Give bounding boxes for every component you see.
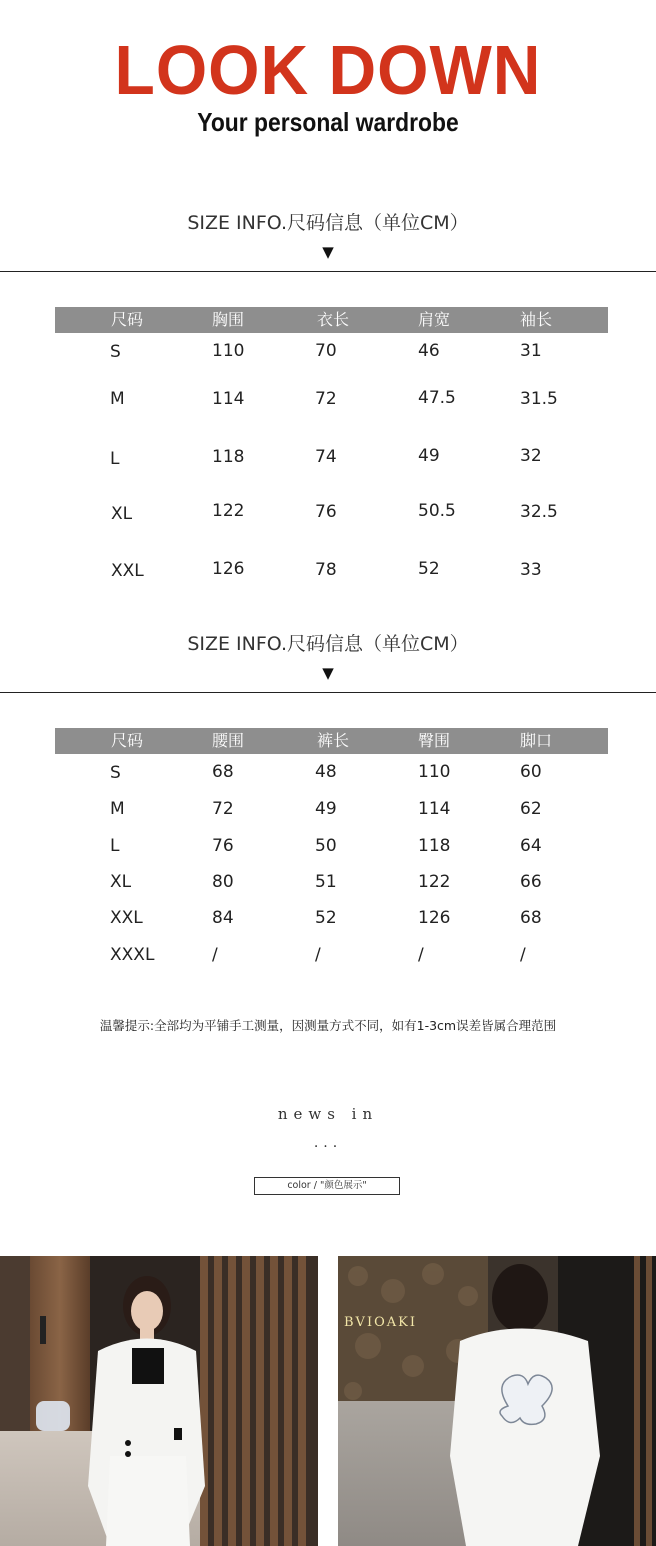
news-dots: ...: [313, 1135, 343, 1151]
table-header-cell: 衣长: [317, 310, 350, 329]
table-header-cell: 胸围: [212, 310, 245, 329]
wall-sign-text: BVIOAKI: [344, 1315, 417, 1330]
table-cell: XXL: [111, 561, 144, 581]
size-info-title-pants: SIZE INFO.尺码信息（单位CM）: [187, 633, 469, 655]
table-cell: 118: [212, 447, 245, 467]
table-cell: 51: [315, 872, 337, 892]
table-header-cell: 裤长: [317, 731, 350, 750]
pants-table-header: [55, 728, 608, 754]
table-cell: /: [315, 945, 321, 965]
table-cell: 110: [212, 341, 245, 361]
table-cell: S: [110, 342, 121, 362]
table-cell: 74: [315, 447, 337, 467]
table-cell: 114: [418, 799, 451, 819]
table-cell: 66: [520, 872, 542, 892]
table-cell: 126: [418, 908, 451, 928]
table-cell: 126: [212, 559, 245, 579]
table-header-cell: 臀围: [418, 731, 451, 750]
brand-subtitle: Your personal wardrobe: [197, 107, 459, 137]
table-cell: 80: [212, 872, 234, 892]
table-cell: 68: [520, 908, 542, 928]
table-cell: 110: [418, 762, 451, 782]
table-cell: /: [418, 945, 424, 965]
table-cell: 122: [418, 872, 451, 892]
down-arrow-icon: ▼: [322, 664, 334, 682]
table-cell: 33: [520, 560, 542, 580]
table-cell: 49: [315, 799, 337, 819]
table-cell: 32.5: [520, 502, 558, 522]
table-cell: 72: [212, 799, 234, 819]
table-cell: M: [110, 799, 125, 819]
table-cell: XL: [110, 872, 132, 892]
table-cell: 46: [418, 341, 440, 361]
table-cell: 68: [212, 762, 234, 782]
table-cell: 60: [520, 762, 542, 782]
table-cell: XXXL: [110, 945, 155, 965]
table-cell: 76: [315, 502, 337, 522]
table-cell: 62: [520, 799, 542, 819]
table-cell: 49: [418, 446, 440, 466]
table-header-cell: 尺码: [111, 310, 144, 329]
section-divider: [0, 692, 656, 693]
table-cell: 31.5: [520, 389, 558, 409]
table-cell: 122: [212, 501, 245, 521]
table-cell: S: [110, 763, 121, 783]
table-header-cell: 尺码: [111, 731, 144, 750]
table-cell: 32: [520, 446, 542, 466]
table-cell: 84: [212, 908, 234, 928]
down-arrow-icon: ▼: [322, 243, 334, 261]
table-header-cell: 脚口: [520, 731, 553, 750]
model-front-photo: [0, 1256, 318, 1546]
table-cell: 52: [418, 559, 440, 579]
table-cell: 50: [315, 836, 337, 856]
tops-table-header: [55, 307, 608, 333]
news-in-heading: news in: [277, 1105, 379, 1123]
table-header-cell: 肩宽: [418, 310, 451, 329]
model-back-photo: [338, 1256, 656, 1546]
color-display-badge: color / "颜色展示": [254, 1177, 400, 1195]
table-cell: 78: [315, 560, 337, 580]
table-cell: 48: [315, 762, 337, 782]
table-cell: /: [520, 945, 526, 965]
table-header-cell: 袖长: [520, 310, 553, 329]
size-info-title-tops: SIZE INFO.尺码信息（单位CM）: [187, 212, 469, 234]
section-divider: [0, 271, 656, 272]
table-cell: M: [110, 389, 125, 409]
table-cell: 31: [520, 341, 542, 361]
table-cell: L: [110, 449, 120, 469]
table-header-cell: 腰围: [212, 731, 245, 750]
table-cell: 47.5: [418, 388, 456, 408]
table-cell: 70: [315, 341, 337, 361]
table-cell: 76: [212, 836, 234, 856]
table-cell: 52: [315, 908, 337, 928]
brand-title: LOOK DOWN: [114, 31, 542, 109]
table-cell: XXL: [110, 908, 143, 928]
table-cell: 50.5: [418, 501, 456, 521]
table-cell: L: [110, 836, 120, 856]
measurement-tip: 温馨提示:全部均为平铺手工测量，因测量方式不同，如有1-3cm误差皆属合理范围: [99, 1018, 557, 1033]
table-cell: XL: [111, 504, 133, 524]
table-cell: 114: [212, 389, 245, 409]
table-cell: 64: [520, 836, 542, 856]
table-cell: /: [212, 945, 218, 965]
table-cell: 72: [315, 389, 337, 409]
table-cell: 118: [418, 836, 451, 856]
